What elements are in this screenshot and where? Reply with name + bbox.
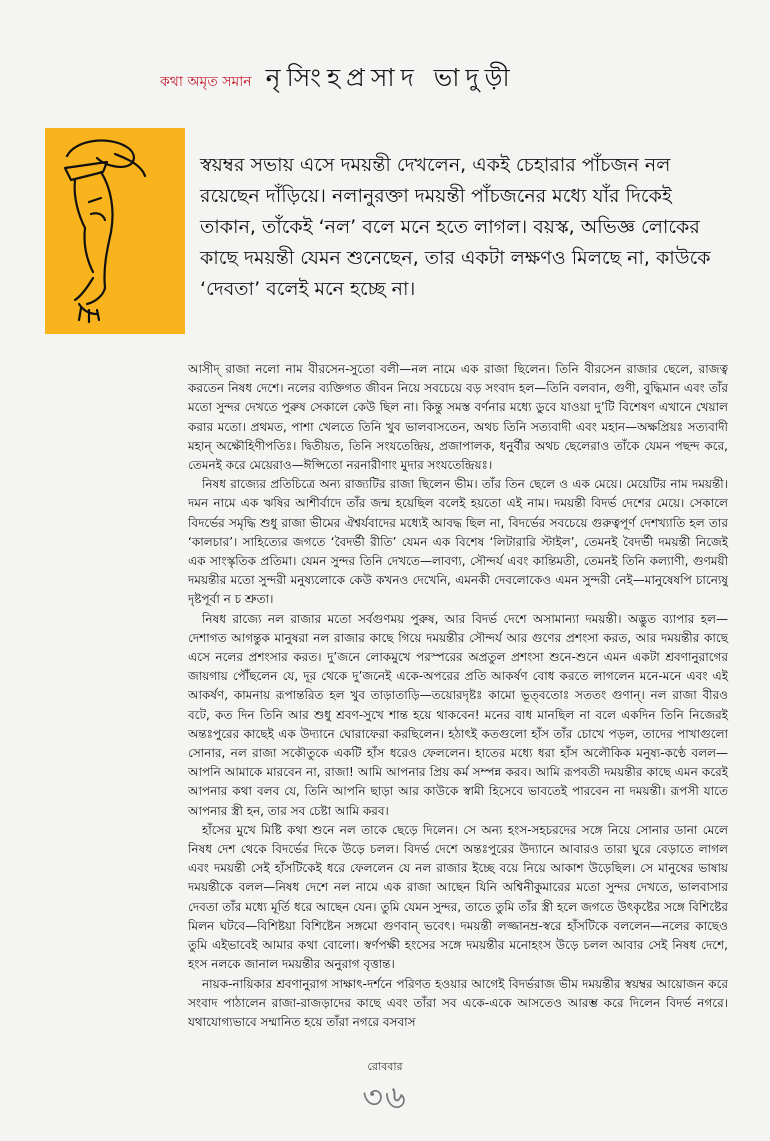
illustration-box (45, 128, 185, 334)
magazine-name: রোববার (367, 1060, 403, 1073)
body-paragraph: নিষধ রাজ্যের প্রতিচিত্রে অন্য রাজ্যটির রাজা ছিলেন ভীম। তাঁর তিন ছেলে ও এক মেয়ে। মেয়েটির নাম দময়ন্তী। দমন নামে এক ঋষির আশীর্বাদে তাঁর জন্ম হয়েছিল বলেই হয়তো এই নাম। দময়ন্তী বিদর্ভ দেশের মেয়ে। সেকালে বিদর্ভের সমৃদ্ধি শুধু রাজা ভীমের ঐশ্বর্যবাদের মধ্যেই আবদ্ধ ছিল না, বিদর্ভের সবচেয়ে গুরুত্বপূর্ণ দেশখ্যাতি হল তার ‘কালচার’। সাহিত্যের জগতে ‘বৈদর্ভী রীতি’ যেমন এক বিশেষ ‘লিটারারি স্টাইল’, তেমনই বৈদর্ভী দময়ন্তী নিজেই এক সাংস্কৃতিক প্রতিমা। যেমন সুন্দর তিনি দেখতে—লাবণ্য, সৌন্দর্য এবং কান্তিমতী, তেমনই তিনি কল্যাণী, গুণময়ী দময়ন্তীর মতো সুন্দরী মনুষ্যলোকে কেউ কখনও দেখেনি, এমনকী দেবলোকেও এমন সুন্দরী নেই—মানুষেষপি চান্যেষু দৃষ্টপূর্বা ন চ শ্রুতা। (188, 477, 728, 607)
page-header (160, 58, 720, 98)
pull-quote (200, 150, 730, 305)
body-paragraph: আসীদ্‌ রাজা নলো নাম বীরসেন-সুতো বলী—নল নামে এক রাজা ছিলেন। তিনি বীরসেন রাজার ছেলে, রাজত্ব করতেন নিষধ দেশে। নলের ব্যক্তিগত জীবন নিয়ে সবচেয়ে বড় সংবাদ হল—তিনি বলবান, গুণী, বুদ্ধিমান এবং তাঁর মতো সুন্দর দেখতে পুরুষ সেকালে কেউ ছিল না। কিন্তু সমস্ত বর্ণনার মধ্যে ডুবে যাওয়া দু’টি বিশেষণ এখানে খেয়াল করার মতো। প্রথমত, পাশা খেলতে তিনি খুব ভালবাসতেন, অথচ তিনি সত্যবাদী এবং মহান—অক্ষপ্রিয়ঃ সত্যবাদী মহান্‌ অক্ষৌহিণীপতিঃ। দ্বিতীয়ত, তিনি সংযতেন্দ্রিয়, প্রজাপালক, ধনুর্বীর অথচ ছেলেরাও তাঁকে যেমন পছন্দ করে, তেমনই করে মেয়েরাও—ঈপ্সিতো নরনারীণাং মুদার সংযতেন্দ্রিয়ঃ। (188, 362, 728, 473)
pull-quote-text: স্বয়ম্বর সভায় এসে দময়ন্তী দেখলেন, একই চেহারার পাঁচজন নল রয়েছেন দাঁড়িয়ে। নলানুরক্তা দময়ন্তী পাঁচজনের মধ্যে যাঁর দিকেই তাকান, তাঁকেই ‘নল’ বলে মনে হতে লাগল। বয়স্ক, অভিজ্ঞ লোকের কাছে দময়ন্তী যেমন শুনেছেন, তার একটা লক্ষণও মিলছে না, কাউকে ‘দেবতা’ বলেই মনে হচ্ছে না। (200, 154, 711, 300)
page-number: ৩৬ (362, 1078, 408, 1116)
body-paragraph: নিষধ রাজ্যে নল রাজার মতো সর্বগুণময় পুরুষ, আর বিদর্ভ দেশে অসামান্যা দময়ন্তী। অদ্ভুত ব্যাপার হল—দেশাগত আগন্তুক মানুষরা নল রাজার কাছে গিয়ে দময়ন্তীর সৌন্দর্য আর গুণের প্রশংসা করত, আর দময়ন্তীর কাছে এসে নলের প্রশংসার করত। দু’জনে লোকমুখে পরস্পরের অপ্রতুল প্রশংসা শুনে-শুনে এমন একটা শ্রবণানুরাগের জায়গায় পৌঁছলেন যে, দূর থেকে দু’জনেই একে-অপরের প্রতি আকর্ষণ বোধ করতে লাগলেন মনে-মনে এবং এই আকর্ষণ, কামনায় রূপান্তরিত হল খুব তাড়াতাড়ি—তয়োরদৃষ্টঃ কামো ভূত্‌বতোঃ সততং গুণান্‌। নল রাজা বীরও বটে, কত দিন তিনি আর শুধু শ্রবণ-সুখে শান্ত হয়ে থাকবেন! মনের বাধ মানছিল না বলে একদিন তিনি নিজেরই অন্তঃপুরের কাছেই এক উদ্যানে ঘোরাফেরা করছিলেন। হঠাৎই কতগুলো হাঁস তাঁর চোখে পড়ল, তাদের পাখাগুলো সোনার, নল রাজা সকৌতুকে একটি হাঁস ধরেও ফেললেন। হাতের মধ্যে ধরা হাঁস অলৌকিক মনুষ্য-কণ্ঠে বলল—আপনি আমাকে মারবেন না, রাজা! আমি আপনার প্রিয় কর্ম সম্পন্ন করব। আমি রূপবতী দময়ন্তীর কাছে এমন করেই আপনার কথা বলব যে, তিনি আপনি ছাড়া আর কাউকে স্বামী হিসেবে ভাবতেই পারবেন না দময়ন্তী। রূপসী যাতে আপনার স্ত্রী হন, তার সব চেষ্টা আমি করব। (188, 611, 728, 818)
sketch-illustration (45, 128, 185, 334)
author-name: নৃসিংহপ্রসাদ ভাদুড়ী (265, 63, 516, 92)
article-body (188, 360, 728, 1032)
series-title: কথা অমৃত সমান (160, 74, 252, 90)
body-paragraph: হাঁসের মুখে মিষ্টি কথা শুনে নল তাকে ছেড়ে দিলেন। সে অন্য হংস-সহচরদের সঙ্গে নিয়ে সোনার ডানা মেলে নিষধ দেশ থেকে বিদর্ভের দিকে উড়ে চলল। বিদর্ভ দেশে অন্তঃপুরের উদ্যানে আবারও তারা ঘুরে বেড়াতে লাগল এবং দময়ন্তী সেই হাঁসটিকেই ধরে ফেললেন যে নল রাজার ইচ্ছে বয়ে নিয়ে আকাশ উড়েছিল। সে মানুষের ভাষায় দময়ন্তীকে বলল—নিষধ দেশে নল নামে এক রাজা আছেন যিনি অশ্বিনীকুমারের মতো সুন্দর দেখতে, ভালবাসার দেবতা তাঁর মধ্যে মূর্তি ধরে আছেন যেন। তুমি যেমন সুন্দর, তাতে তুমি তাঁর স্ত্রী হলে জগতে উৎকৃষ্টের সঙ্গে বিশিষ্টের মিলন ঘটবে—বিশিষ্টয়া বিশিষ্টেন সঙ্গমো গুণবান্‌ ভবেৎ। দময়ন্তী লজ্জানম্র-স্বরে হাঁসটিকে বললেন—নলের কাছেও তুমি এইভাবেই আমার কথা বোলো। স্বর্ণপক্ষী হংসের সঙ্গে দময়ন্তীর মনোহংস উড়ে চলল আবার সেই নিষধ দেশে, হংস নলকে জানাল দময়ন্তীর অনুরাগ বৃত্তান্ত। (188, 822, 728, 972)
body-paragraph: নায়ক-নায়িকার শ্রবণানুরাগ সাক্ষাৎ-দর্শনে পরিণত হওয়ার আগেই বিদর্ভরাজ ভীম দময়ন্তীর স্বয়ম্বর আয়োজন করে সংবাদ পাঠালেন রাজা-রাজড়াদের কাছে এবং তাঁরা সব একে-একে আসতেও আরম্ভ করে দিলেন বিদর্ভ নগরে। যথাযোগ্যভাবে সম্মানিত হয়ে তাঁরা নগরে বসবাস (188, 976, 728, 1029)
